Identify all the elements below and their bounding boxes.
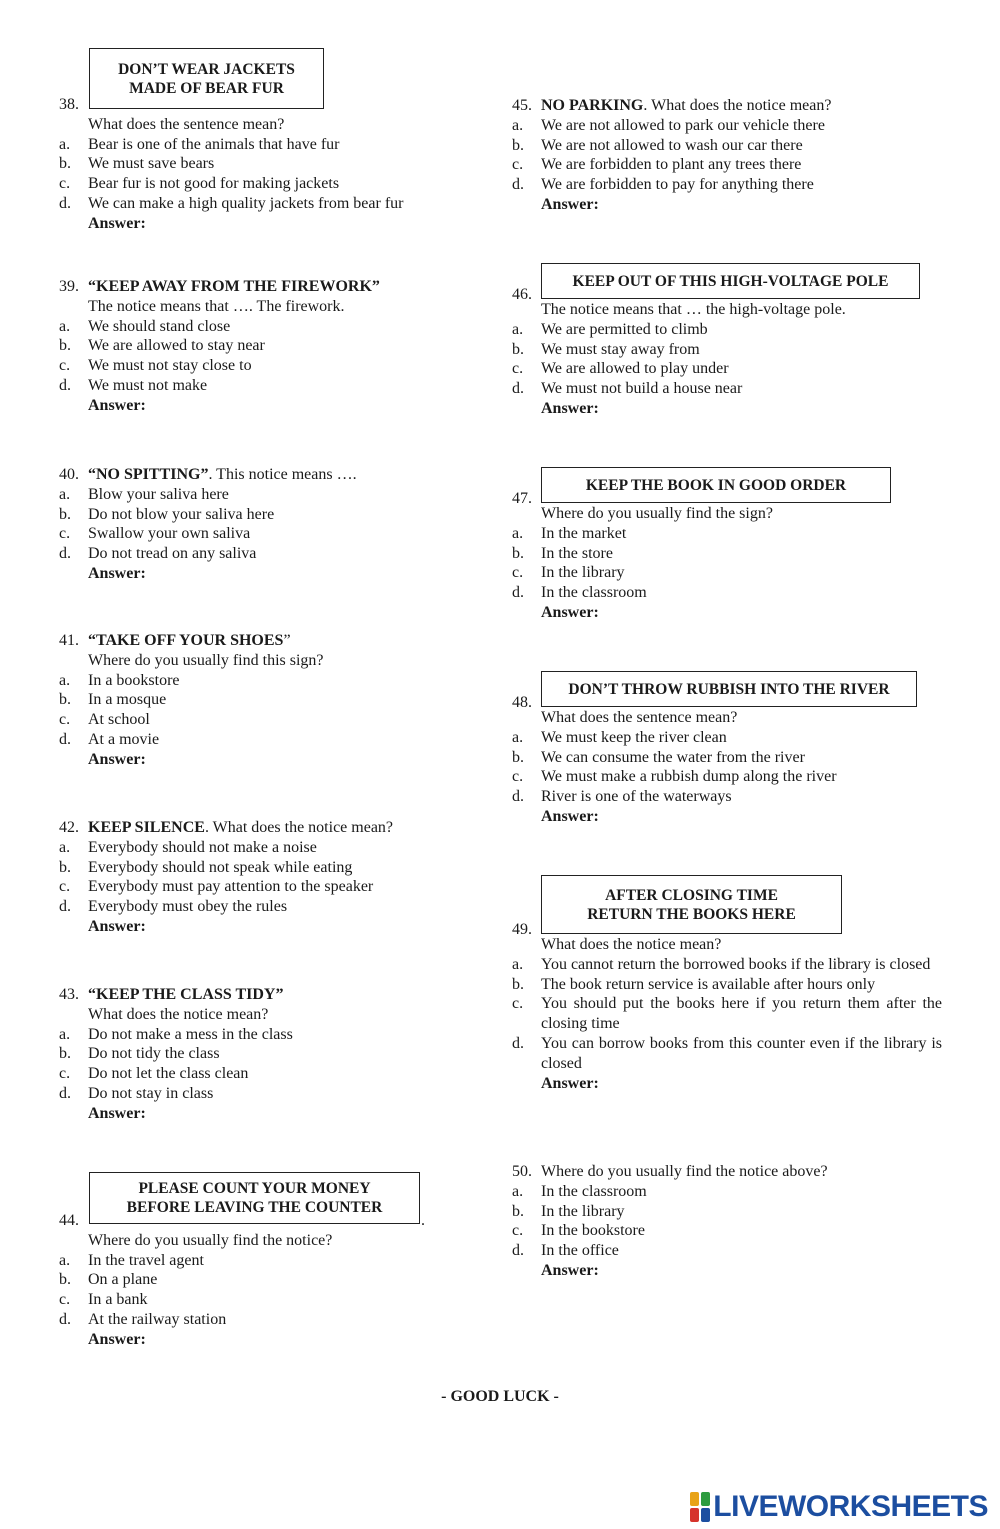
question-prompt: Where do you usually find the sign? bbox=[541, 505, 773, 522]
question-number: 50. bbox=[512, 1163, 532, 1180]
answer-option[interactable] bbox=[59, 1025, 479, 1045]
answer-option[interactable] bbox=[512, 748, 942, 768]
option-letter: b. bbox=[512, 1202, 524, 1220]
option-text: We are forbidden to pay for anything there bbox=[541, 176, 814, 194]
option-text: In the classroom bbox=[541, 1182, 647, 1200]
option-text: We must not make bbox=[88, 376, 208, 394]
logo-block bbox=[701, 1508, 710, 1522]
option-letter: b. bbox=[59, 691, 71, 709]
question-number: 46. bbox=[512, 286, 532, 303]
option-letter: c. bbox=[59, 1291, 71, 1309]
option-text: We are not allowed to park our vehicle there bbox=[541, 116, 825, 134]
question-number: 40. bbox=[59, 466, 79, 483]
question-number: 47. bbox=[512, 490, 532, 507]
question-prompt: Where do you usually find this sign? bbox=[88, 651, 324, 669]
option-letter: d. bbox=[59, 194, 71, 212]
option-letter: b. bbox=[59, 1271, 71, 1289]
logo-blocks-icon bbox=[690, 1492, 710, 1522]
option-letter: c. bbox=[512, 768, 524, 786]
option-text: We are not allowed to wash our car there bbox=[541, 136, 803, 154]
footer-good-luck: - GOOD LUCK - bbox=[441, 1388, 559, 1405]
option-letter: a. bbox=[59, 135, 71, 153]
option-letter: b. bbox=[512, 748, 524, 766]
option-letter: d. bbox=[59, 376, 71, 394]
option-letter: a. bbox=[59, 1025, 71, 1043]
option-text: Blow your saliva here bbox=[88, 485, 229, 503]
option-letter: d. bbox=[59, 1310, 71, 1328]
question-47 bbox=[512, 489, 942, 623]
option-letter: d. bbox=[59, 1084, 71, 1102]
option-text: We must keep the river clean bbox=[541, 728, 727, 746]
question-40 bbox=[59, 465, 479, 584]
option-letter: d. bbox=[59, 898, 71, 916]
answer-option[interactable] bbox=[59, 544, 479, 564]
answer-option[interactable] bbox=[59, 1290, 479, 1310]
answer-option[interactable] bbox=[59, 135, 479, 155]
answer-option[interactable] bbox=[59, 336, 479, 356]
answer-label: Answer: bbox=[88, 1104, 146, 1122]
question-number: 49. bbox=[512, 921, 532, 938]
question-46 bbox=[512, 285, 942, 419]
option-text: We must save bears bbox=[88, 155, 215, 173]
answer-option[interactable] bbox=[512, 994, 942, 1034]
notice-line: KEEP OUT OF THIS HIGH-VOLTAGE POLE bbox=[572, 272, 889, 290]
option-text: We must not stay close to bbox=[88, 357, 252, 375]
option-text: At a movie bbox=[88, 730, 160, 748]
answer-label: Answer: bbox=[541, 1261, 599, 1279]
option-letter: d. bbox=[59, 730, 71, 748]
question-42 bbox=[59, 818, 479, 937]
option-letter: c. bbox=[59, 878, 71, 896]
notice-line: BEFORE LEAVING THE COUNTER bbox=[126, 1199, 383, 1216]
answer-option[interactable] bbox=[59, 1084, 479, 1104]
option-text: We must stay away from bbox=[541, 340, 700, 358]
option-text: We should stand close bbox=[88, 317, 231, 335]
notice-line: DON’T WEAR JACKETS bbox=[118, 60, 295, 78]
answer-option[interactable] bbox=[512, 524, 942, 544]
answer-option[interactable] bbox=[512, 583, 942, 603]
question-number: 48. bbox=[512, 694, 532, 711]
answer-option[interactable] bbox=[512, 1034, 942, 1074]
answer-option[interactable] bbox=[59, 505, 479, 525]
option-text: In the library bbox=[541, 1202, 625, 1220]
option-letter: c. bbox=[512, 360, 524, 378]
answer-label: Answer: bbox=[88, 917, 146, 935]
question-title: KEEP SILENCE bbox=[88, 819, 205, 836]
option-text: In the classroom bbox=[541, 584, 647, 602]
option-letter: a. bbox=[512, 524, 524, 542]
option-text: Do not blow your saliva here bbox=[88, 505, 275, 523]
option-text: The book return service is available after hours only bbox=[541, 975, 876, 993]
question-44 bbox=[59, 1211, 479, 1350]
question-prompt: What does the sentence mean? bbox=[88, 115, 285, 133]
option-letter: a. bbox=[512, 728, 524, 746]
option-text: We must not build a house near bbox=[541, 380, 743, 398]
question-41 bbox=[59, 631, 479, 770]
answer-option[interactable] bbox=[512, 1241, 942, 1261]
question-prompt: The notice means that …. The firework. bbox=[88, 297, 345, 315]
option-text: Everybody should not make a noise bbox=[88, 838, 317, 856]
answer-option[interactable] bbox=[59, 710, 479, 730]
option-letter: d. bbox=[512, 176, 524, 194]
option-letter: a. bbox=[59, 1251, 71, 1269]
answer-option[interactable] bbox=[59, 897, 479, 917]
option-letter: a. bbox=[59, 317, 71, 335]
option-text: We are allowed to play under bbox=[541, 360, 729, 378]
option-letter: d. bbox=[512, 1034, 524, 1052]
option-text: In the store bbox=[541, 544, 613, 562]
answer-option[interactable] bbox=[512, 320, 942, 340]
option-text: Swallow your own saliva bbox=[88, 525, 251, 543]
answer-option[interactable] bbox=[59, 838, 479, 858]
question-50 bbox=[512, 1162, 942, 1281]
question-39 bbox=[59, 277, 479, 416]
answer-option[interactable] bbox=[59, 877, 479, 897]
notice-line: KEEP THE BOOK IN GOOD ORDER bbox=[585, 476, 847, 494]
option-text: Everybody must pay attention to the speaker bbox=[88, 878, 374, 896]
option-letter: c. bbox=[59, 525, 71, 543]
answer-option[interactable] bbox=[59, 858, 479, 878]
option-text: Do not make a mess in the class bbox=[88, 1025, 293, 1043]
question-45 bbox=[512, 96, 942, 215]
question-number: 45. bbox=[512, 97, 532, 114]
question-prompt: The notice means that … the high-voltage pole. bbox=[541, 301, 846, 318]
option-letter: b. bbox=[59, 337, 71, 355]
answer-label: Answer: bbox=[541, 195, 599, 213]
answer-option[interactable] bbox=[512, 767, 942, 787]
question-title: “NO SPITTING” bbox=[88, 466, 209, 483]
question-number: 39. bbox=[59, 278, 79, 295]
question-number: 42. bbox=[59, 819, 79, 836]
option-letter: b. bbox=[59, 505, 71, 523]
option-text: Everybody must obey the rules bbox=[88, 898, 288, 916]
answer-label: Answer: bbox=[541, 603, 599, 621]
answer-option[interactable] bbox=[512, 116, 942, 136]
logo-block bbox=[690, 1492, 699, 1506]
option-text: At the railway station bbox=[88, 1310, 227, 1328]
answer-option[interactable] bbox=[512, 563, 942, 583]
option-text: You can borrow books from this counter even if the library is closed bbox=[541, 1034, 942, 1072]
question-title: “KEEP AWAY FROM THE FIREWORK” bbox=[88, 278, 380, 295]
option-letter: d. bbox=[59, 545, 71, 563]
logo-block bbox=[701, 1492, 710, 1506]
answer-option[interactable] bbox=[512, 359, 942, 379]
option-letter: b. bbox=[512, 340, 524, 358]
question-prompt: What does the notice mean? bbox=[88, 1005, 269, 1023]
question-prompt: . What does the notice mean? bbox=[204, 819, 394, 836]
option-text: In a bank bbox=[88, 1291, 148, 1309]
option-text: We are permitted to climb bbox=[541, 320, 708, 338]
question-title: NO PARKING bbox=[541, 97, 644, 114]
question-prompt: What does the sentence mean? bbox=[541, 709, 738, 726]
question-43 bbox=[59, 985, 479, 1124]
answer-label: Answer: bbox=[88, 396, 146, 414]
option-letter: d. bbox=[512, 584, 524, 602]
answer-option[interactable] bbox=[512, 340, 942, 360]
trailing-dot: . bbox=[421, 1212, 425, 1229]
option-letter: a. bbox=[59, 838, 71, 856]
notice-line: PLEASE COUNT YOUR MONEY bbox=[138, 1180, 371, 1197]
question-title: “KEEP THE CLASS TIDY” bbox=[88, 986, 284, 1003]
option-letter: b. bbox=[59, 858, 71, 876]
answer-option[interactable] bbox=[59, 1044, 479, 1064]
option-letter: c. bbox=[512, 1222, 524, 1240]
question-48 bbox=[512, 693, 942, 827]
option-text: In the travel agent bbox=[88, 1251, 204, 1269]
answer-option[interactable] bbox=[512, 1221, 942, 1241]
answer-option[interactable] bbox=[59, 376, 479, 396]
option-text: On a plane bbox=[88, 1271, 158, 1289]
option-letter: a. bbox=[59, 671, 71, 689]
answer-option[interactable] bbox=[59, 730, 479, 750]
option-text: Bear is one of the animals that have fur bbox=[88, 135, 340, 153]
answer-option[interactable] bbox=[512, 175, 942, 195]
answer-option[interactable] bbox=[59, 524, 479, 544]
answer-label: Answer: bbox=[88, 750, 146, 768]
option-letter: c. bbox=[512, 156, 524, 174]
option-text: In the office bbox=[541, 1242, 619, 1260]
answer-option[interactable] bbox=[512, 379, 942, 399]
question-prompt: . This notice means …. bbox=[208, 466, 357, 483]
question-number: 44. bbox=[59, 1212, 79, 1229]
option-letter: c. bbox=[512, 564, 524, 582]
option-letter: c. bbox=[59, 357, 71, 375]
option-text: Bear fur is not good for making jackets bbox=[88, 175, 340, 193]
answer-option[interactable] bbox=[59, 690, 479, 710]
option-letter: d. bbox=[512, 380, 524, 398]
option-text: You cannot return the borrowed books if the library is closed bbox=[541, 955, 931, 973]
logo-text: LIVEWORKSHEETS bbox=[713, 1490, 988, 1523]
option-letter: a. bbox=[512, 320, 524, 338]
option-text: In the library bbox=[541, 564, 625, 582]
answer-option[interactable] bbox=[59, 154, 479, 174]
option-letter: c. bbox=[512, 995, 524, 1013]
question-prompt: Where do you usually find the notice? bbox=[88, 1231, 333, 1249]
option-text: In the bookstore bbox=[541, 1222, 645, 1240]
question-number: 38. bbox=[59, 96, 79, 113]
answer-option[interactable] bbox=[59, 317, 479, 337]
answer-option[interactable] bbox=[59, 174, 479, 194]
answer-option[interactable] bbox=[59, 194, 479, 214]
option-letter: a. bbox=[59, 485, 71, 503]
answer-option[interactable] bbox=[59, 1064, 479, 1084]
answer-label: Answer: bbox=[541, 399, 599, 417]
option-text: River is one of the waterways bbox=[541, 788, 732, 806]
option-letter: c. bbox=[59, 711, 71, 729]
option-text: We are forbidden to plant any trees there bbox=[541, 156, 802, 174]
logo-block bbox=[690, 1508, 699, 1522]
liveworksheets-logo[interactable] bbox=[690, 1490, 988, 1524]
option-letter: b. bbox=[512, 975, 524, 993]
answer-option[interactable] bbox=[59, 1251, 479, 1271]
notice-line: MADE OF BEAR FUR bbox=[129, 79, 284, 97]
option-letter: a. bbox=[512, 1182, 524, 1200]
answer-label: Answer: bbox=[88, 564, 146, 582]
option-letter: b. bbox=[512, 544, 524, 562]
question-prompt: . What does the notice mean? bbox=[643, 97, 832, 114]
answer-option[interactable] bbox=[59, 1310, 479, 1330]
answer-option[interactable] bbox=[512, 728, 942, 748]
option-letter: a. bbox=[512, 955, 524, 973]
option-letter: d. bbox=[512, 788, 524, 806]
option-text: We can make a high quality jackets from bear fur bbox=[88, 194, 404, 212]
option-letter: a. bbox=[512, 116, 524, 134]
question-38 bbox=[59, 95, 479, 234]
answer-option[interactable] bbox=[512, 975, 942, 995]
question-title-end: ” bbox=[283, 632, 291, 649]
option-text: Do not tread on any saliva bbox=[88, 545, 257, 563]
option-letter: d. bbox=[512, 1242, 524, 1260]
option-text: In the market bbox=[541, 524, 627, 542]
answer-option[interactable] bbox=[512, 955, 942, 975]
question-49 bbox=[512, 920, 942, 1093]
answer-label: Answer: bbox=[541, 807, 599, 825]
notice-line: RETURN THE BOOKS HERE bbox=[587, 905, 796, 923]
option-text: At school bbox=[88, 711, 150, 729]
answer-label: Answer: bbox=[88, 214, 146, 232]
answer-option[interactable] bbox=[59, 1270, 479, 1290]
answer-option[interactable] bbox=[512, 787, 942, 807]
option-text: We are allowed to stay near bbox=[88, 337, 265, 355]
question-prompt: Where do you usually find the notice above? bbox=[541, 1163, 828, 1180]
option-text: Do not let the class clean bbox=[88, 1065, 249, 1083]
question-number: 43. bbox=[59, 986, 79, 1003]
option-text: In a bookstore bbox=[88, 671, 180, 689]
question-title: “TAKE OFF YOUR SHOES bbox=[88, 632, 284, 649]
option-text: Do not stay in class bbox=[88, 1084, 214, 1102]
option-text: We must make a rubbish dump along the river bbox=[541, 768, 837, 786]
notice-line: DON’T THROW RUBBISH INTO THE RIVER bbox=[568, 680, 890, 698]
answer-option[interactable] bbox=[59, 671, 479, 691]
option-text: In a mosque bbox=[88, 691, 167, 709]
answer-option[interactable] bbox=[512, 1202, 942, 1222]
answer-option[interactable] bbox=[512, 155, 942, 175]
answer-option[interactable] bbox=[512, 136, 942, 156]
option-letter: b. bbox=[512, 136, 524, 154]
answer-label: Answer: bbox=[541, 1074, 599, 1092]
answer-option[interactable] bbox=[59, 356, 479, 376]
option-letter: b. bbox=[59, 1045, 71, 1063]
question-number: 41. bbox=[59, 632, 79, 649]
question-prompt: What does the notice mean? bbox=[541, 936, 722, 953]
answer-option[interactable] bbox=[512, 544, 942, 564]
answer-option[interactable] bbox=[512, 1182, 942, 1202]
answer-label: Answer: bbox=[88, 1330, 146, 1348]
option-letter: c. bbox=[59, 1065, 71, 1083]
notice-line: AFTER CLOSING TIME bbox=[605, 886, 778, 904]
option-letter: b. bbox=[59, 155, 71, 173]
option-text: You should put the books here if you return them after the closing time bbox=[541, 995, 942, 1033]
option-text: Do not tidy the class bbox=[88, 1045, 220, 1063]
option-text: Everybody should not speak while eating bbox=[88, 858, 353, 876]
answer-option[interactable] bbox=[59, 485, 479, 505]
option-text: We can consume the water from the river bbox=[541, 748, 805, 766]
option-letter: c. bbox=[59, 175, 71, 193]
